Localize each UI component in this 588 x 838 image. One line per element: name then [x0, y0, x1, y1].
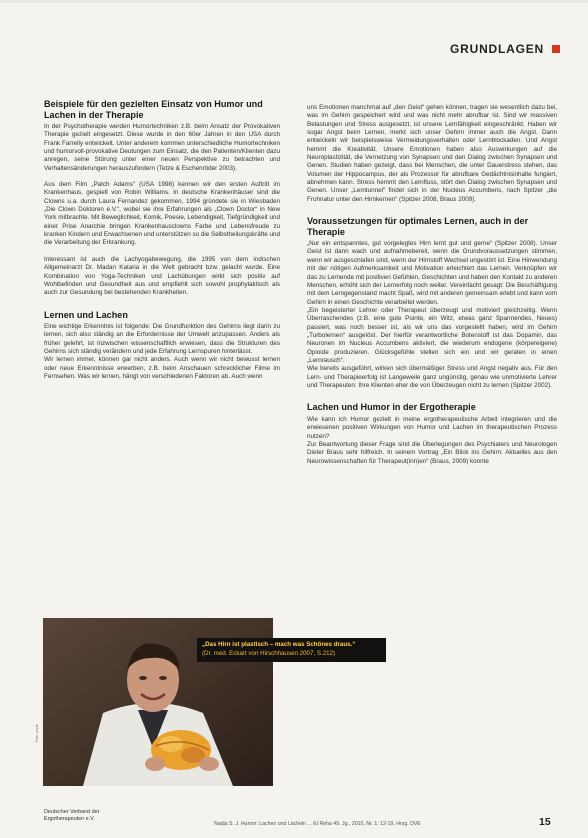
paragraph: „Ein begeisterter Lehrer oder Therapeut überzeugt und motiviert gleichzeitig. Wenn Überraschendes (z.B. eine gute Pointe, ein Witz, etwas ganz Spannendes, Neues) passiert, was noch besser ist, als wir uns das vorgestellt haben, wird im Gehirn „Turbolernen“ ausgelöst. Der hierfür verantwortliche Botenstoff ist das Dopamin, das Neuronen im Nucleus Accumbens aktiviert, die wiederum endogene (körpereigene) Opioide produzieren. Glücksgefühle stellen sich ein und wir geraten in einen „Lernrausch“.: [307, 306, 557, 364]
heading-humor-examples: Beispiele für den gezielten Einsatz von Humor und Lachen in der Therapie: [44, 99, 263, 120]
right-column: [307, 104, 557, 466]
section-header: [450, 42, 560, 56]
paragraph: In der Psychotherapie werden Humortechniken z.B. beim Ansatz der Provokativen Therapie gezielt eingesetzt. Diese wurde in den 60er Jahren in den USA durch Frank Farrelly entwickelt. Unter anderem kommen unterschiedliche Humortechniken und humorvoll-provokative Deutungen zum Einsatz, die den Patienten/Klienten dazu anregen, seine Störung unter einer neuen Perspektive zu betrachten und Verhaltensänderungen herauszufordern (Tetze & Eschenröder 2003).: [44, 123, 280, 172]
publisher-line: Deutscher Verband der: [44, 809, 100, 815]
quote-attribution: (Dr. med. Eckart von Hirschhausen 2007, S.212): [202, 650, 336, 657]
section-title: GRUNDLAGEN: [450, 42, 544, 56]
heading-humor-ergotherapy: Lachen und Humor in der Ergotherapie: [307, 402, 476, 413]
quote-box: [197, 638, 386, 662]
paragraph: „Nur ein entspanntes, gut vorgelegtes Hirn lernt gut und gerne“ (Spitzer 2008). Unser Geist ist dann wach und aufnahmebereit, wenn die Grundvoraussetzungen stimmen, wenn wir ausgeschlafen sind, wenn der Hirnstoff Wechsel ungestört ist. Eine Hinwendung mit der nötigen Aufmerksamkeit und Motivation erleichtert das Lernen. Verknüpfen wir das zu Lernende mit positiven Gefühlen, Geschichten und haben den Kontakt zu anderen Menschen, erhöht sich der Lernerfolg noch weiter. Vereinfacht gesagt: Die Beschäftigung mit dem Lerngegenstand macht Spaß, wird mit anderen gemeinsam erlebt und kann vom Gehirn in einen Geschichte verarbeitet werden.: [307, 240, 557, 306]
paragraph: Interessant ist auch die Lachyogabewegung, die 1995 von dem indischen Allgemeinarzt Dr. Madan Kataria in die Welt gebracht bzw. gelacht wurde. Eine Kombination von Yoga-Techniken und Lachübungen wirkt sich positiv auf Wohlbefinden und Gesundheit aus und empfiehlt sich sowohl prophylaktisch als auch zur Gesundung bei bestehenden Krankheiten.: [44, 255, 280, 297]
photo-credit: Foto: privat: [35, 724, 39, 742]
paragraph: Zur Beantwortung dieser Frage sind die Überlegungen des Psychiaters und Neurologen Dieter Braus sehr hilfreich. In seinem Vortrag „Ein Blick ins Gehirn: Aktuelles aus den Neurowissenschaften für Therapeut(inn)en“ (Braus, 2009) konnte: [307, 440, 557, 465]
left-column: [44, 99, 280, 381]
heading-learning-laughing: Lernen und Lachen: [44, 309, 128, 320]
paragraph: Aus dem Film „Patch Adams“ (USA 1998) kennen wir den ersten Auftritt im Krankenhaus, gespielt von Robin Williams. In deutsche Krankenhäuser sind die Clowns u.a. durch Laura Fernandez gekommen, 1994 gründete sie in Wiesbaden „Die Clown Doktoren e.V.“, wobei sie ihre Erfahrungen als „Clown Doctor“ in New York mitbrachte. Mit Beweglichkeit, Komik, Poesie, Lebendigkeit, Tiefgründigkeit und einer Prise Anarchie bringen Krankenhausclowns Farbe und Lebensfreude zu kranken Kindern und Erwachsenen und unterstützen so die Selbstheilungskräfte und die Verarbeitung der Erkrankung.: [44, 181, 280, 247]
section-marker-square: [552, 45, 560, 53]
paragraph: Eine wichtige Erkenntnis ist folgende: Die Grundfunktion des Gehirns liegt darin zu lernen, sich also ständig an die Erfordernisse der Umwelt anzupassen. Anders als früher gelehrt, ist inzwischen wissenschaftlich erwiesen, dass die Strukturen des Gehirns sich ständig verändern und jede Erfahrung Lernspuren hinterlässt.: [44, 323, 280, 356]
citation: Nadja S. J. Humor: Lachen und Lächeln ... Et Reha 49. Jg., 2010, Nr. 1: 12-19, Hrsg. DVE: [214, 821, 421, 827]
publisher-line: Ergotherapeuten e.V.: [44, 815, 95, 822]
page-number: 15: [539, 816, 551, 828]
paragraph: uns Emotionen manchmal auf „den Geist“ gehen können, tragen sie wesentlich dazu bei, was im Gehirn gespeichert wird und was nicht mehr abrufbar ist. Sind wir massiven Belastungen und Stress ausgesetzt, ist unsere Lernfähigkeit eingeschränkt. Haben wir sogar Angst beim Lernen, merkt sich unser Gehirn immer auch die Angst. Dann entwickeln wir beispielsweise Vermeidungsverhalten oder Lernblockaden. Und Angst hemmt die Kreativität. Unsere Emotionen haben also Auswirkungen auf die Neuroplastizität, die Vernetzung von Synapsen und den Dialog zwischen Synapsen und Genen. Studien haben gezeigt, dass bei Menschen, die unter Dauerstress stehen, das Volumen der Hippocampus, der als Prozessor für abrufbare Gedächtnisinhalte fungiert, abnehmen kann. Stress hemmt den Lernfluss, stört den Dialog zwischen Synapsen und Genen. Unser „Lerntunnel“ findet sich in der Nucleus Accumbens, nach Spitzer „die Frohnatur unter den Hirnkernen“ (Spitzer 2008, Braus 2009).: [307, 104, 557, 203]
top-edge: [0, 0, 588, 3]
quote-text: „Das Hirn ist plastisch – mach was Schönes draus.“: [202, 641, 356, 648]
paragraph: Wie kann ich Humor gezielt in meine ergotherapeutische Arbeit integrieren und die erwiesenen positiven Wirkungen von Humor und Lachen im therapeutischen Prozess nutzen?: [307, 415, 557, 440]
publisher: [44, 809, 99, 822]
heading-prerequisites: Voraussetzungen für optimales Lernen, auch in der Therapie: [307, 216, 529, 237]
paragraph: Wie bereits ausgeführt, wirken sich übermäßiger Stress und Angst negativ aus. Für den Lern- und Therapieerfolg ist Langeweile ganz ungünstig, genau wie unmotivierte Lehrer und Therapeuten: Ihre Klienten eher die von Überzeugen nicht zu lernen (Spitzer 2002).: [307, 365, 557, 389]
paragraph: Wir lernen immer, können gar nicht anders. Auch wenn wir nicht bewusst lernen oder neue Erkenntnisse erwerben, z.B. beim Anschauen schrecklicher Filme im Fernsehen. Was wir lernen, hängt von verschiedenen Faktoren ab. Auch wenn: [44, 356, 280, 381]
